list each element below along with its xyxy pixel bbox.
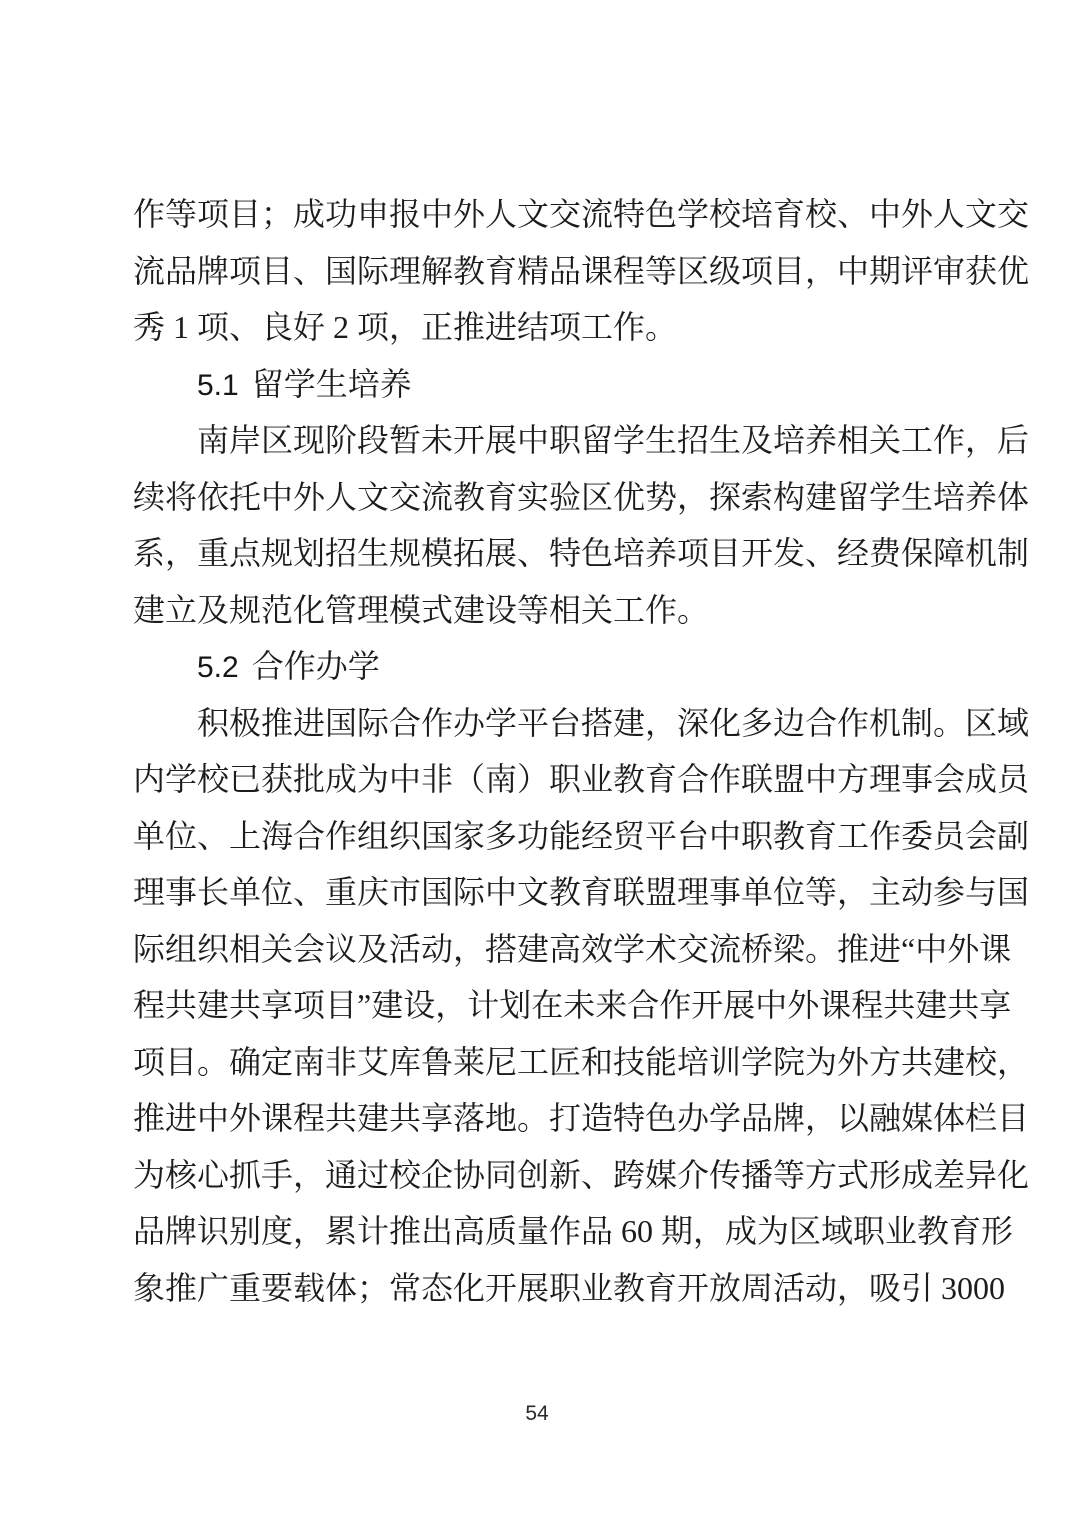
text-line: 流品牌项目、国际理解教育精品课程等区级项目，中期评审获优 [133,252,1030,289]
text-line: 单位、上海合作组织国家多功能经贸平台中职教育工作委员会副 [133,817,1030,854]
section-number: 5.2 [197,651,239,684]
text-line: 作等项目；成功申报中外人文交流特色学校培育校、中外人文交 [133,196,1030,232]
text-line: 推进中外课程共建共享落地。打造特色办学品牌，以融媒体栏目 [133,1100,1030,1136]
text-line: 理事长单位、重庆市国际中文教育联盟理事单位等，主动参与国 [133,874,1030,910]
section-heading-5-1 [133,356,939,413]
section-heading-5-2 [133,638,939,695]
text-line: 项目。确定南非艾库鲁莱尼工匠和技能培训学院为外方共建校， [133,1043,1030,1080]
section-title: 合作办学 [251,648,380,684]
text-line: 系，重点规划招生规模拓展、特色培养项目开发、经费保障机制 [133,535,1030,571]
page-body-text [133,186,1030,1316]
text-line: 南岸区现阶段暂未开展中职留学生招生及培养相关工作，后 [197,422,1030,458]
text-line: 秀 1 项、良好 2 项，正推进结项工作。 [133,309,678,345]
text-line: 际组织相关会议及活动，搭建高效学术交流桥梁。推进“中外课 [133,930,1012,967]
text-line: 为核心抓手，通过校企协同创新、跨媒介传播等方式形成差异化 [133,1156,1030,1193]
text-line: 建立及规范化管理模式建设等相关工作。 [133,591,710,628]
text-line: 积极推进国际合作办学平台搭建，深化多边合作机制。区域 [197,704,1030,741]
page-number: 54 [525,1402,549,1425]
text-line: 续将依托中外人文交流教育实验区优势，探索构建留学生培养体 [133,478,1030,515]
section-title: 留学生培养 [251,365,412,402]
text-line: 内学校已获批成为中非（南）职业教育合作联盟中方理事会成员 [133,761,1030,797]
text-line: 象推广重要载体；常态化开展职业教育开放周活动，吸引 3000 [133,1269,1006,1306]
text-line: 程共建共享项目”建设，计划在未来合作开展中外课程共建共享 [133,987,1012,1023]
section-number: 5.1 [197,368,239,402]
text-line: 品牌识别度，累计推出高质量作品 60 期，成为区域职业教育形 [133,1213,1014,1249]
